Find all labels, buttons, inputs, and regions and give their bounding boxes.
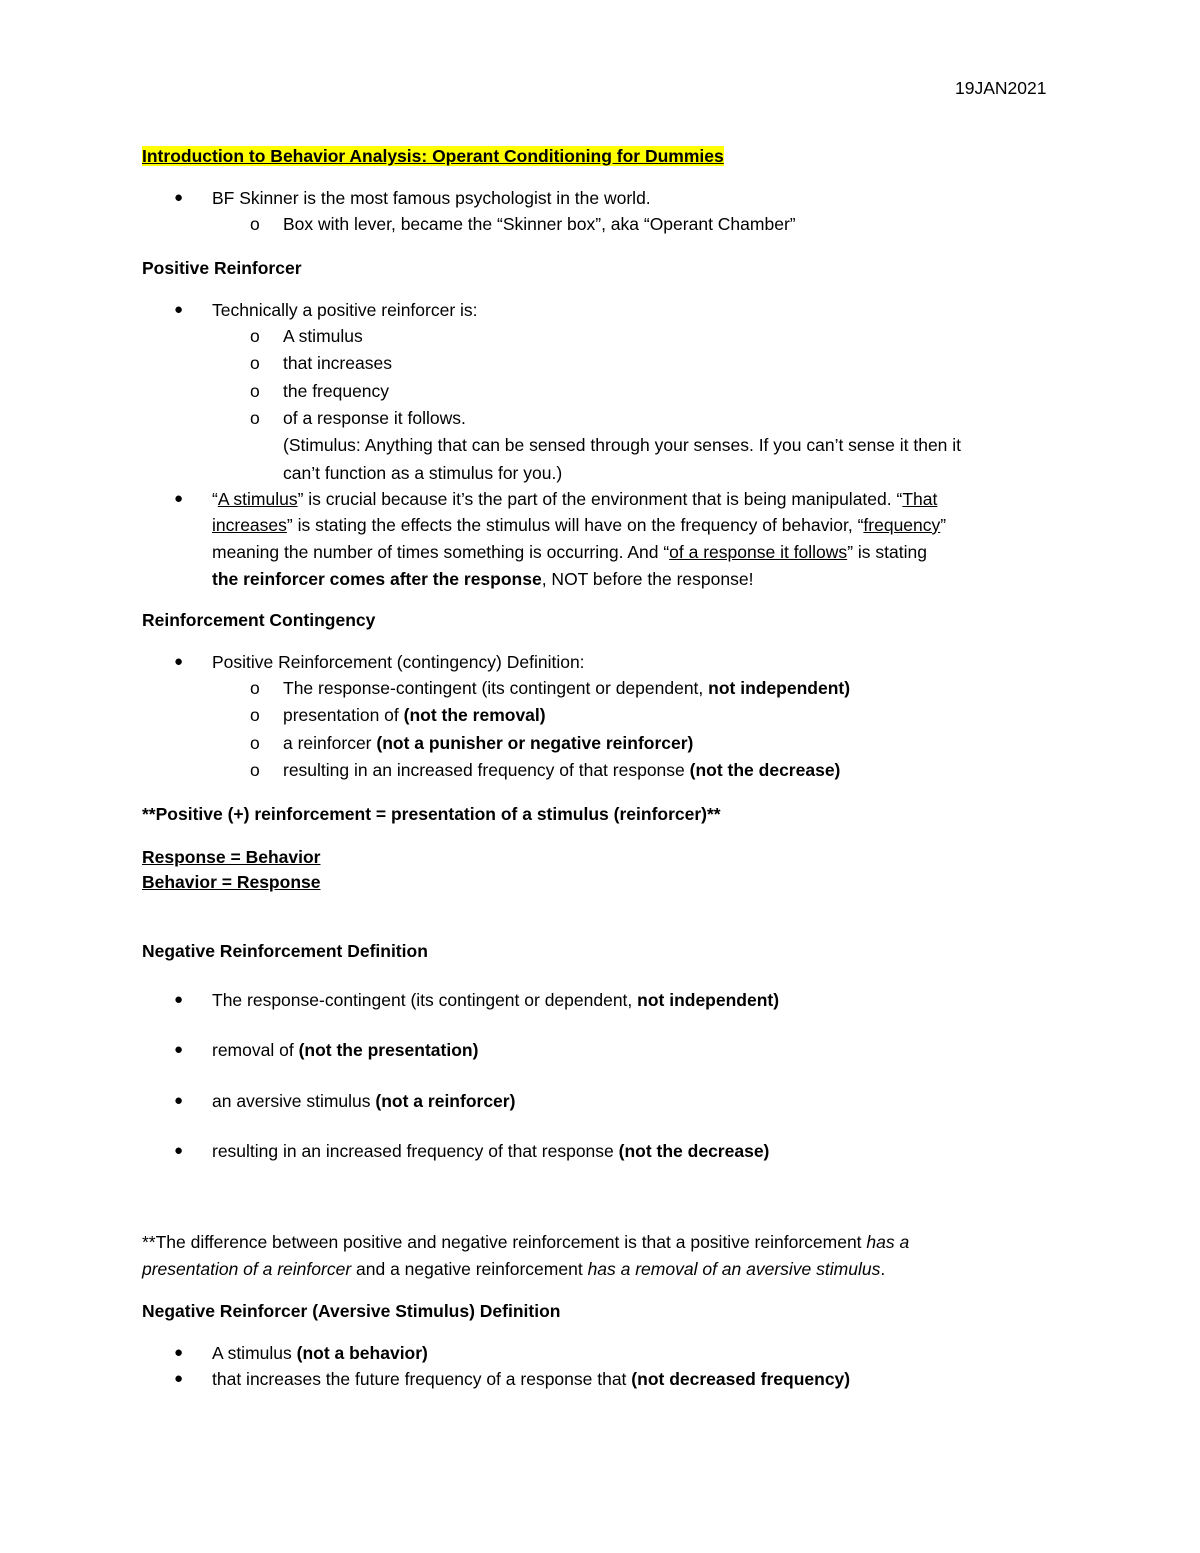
date-header: 19JAN2021 xyxy=(955,78,1047,98)
list-item: that increases the future frequency of a response that (not decreased frequency) xyxy=(212,1369,851,1389)
bullet-icon: ● xyxy=(174,301,184,318)
explanation-line-2: increases” is stating the effects the stimulus will have on the frequency of behavior, “frequency” xyxy=(212,515,947,535)
equivalence-line-1: Response = Behavior xyxy=(142,847,321,867)
explanation-line-3: meaning the number of times something is occurring. And “of a response it follows” is stating xyxy=(212,542,927,562)
explanation-line-4: the reinforcer comes after the response, NOT before the response! xyxy=(212,569,754,589)
positive-reinforcement-summary: **Positive (+) reinforcement = presentation of a stimulus (reinforcer)** xyxy=(142,804,721,824)
list-item: the frequency xyxy=(283,381,390,401)
list-item: an aversive stimulus (not a reinforcer) xyxy=(212,1091,516,1111)
list-item: removal of (not the presentation) xyxy=(212,1040,479,1060)
sub-bullet-icon: o xyxy=(250,214,260,234)
bullet-icon: ● xyxy=(174,1092,184,1109)
sub-bullet-icon: o xyxy=(250,353,260,373)
list-item: resulting in an increased frequency of that response (not the decrease) xyxy=(283,760,841,780)
sub-bullet-icon: o xyxy=(250,326,260,346)
document-title xyxy=(142,144,724,168)
positive-reinforcer-heading: Positive Reinforcer xyxy=(142,258,302,278)
stimulus-note-line-1: (Stimulus: Anything that can be sensed through your senses. If you can’t sense it then it xyxy=(283,435,962,455)
title-highlight: Introduction to Behavior Analysis: Operant Conditioning for Dummies xyxy=(142,146,724,166)
equivalence-line-2: Behavior = Response xyxy=(142,872,321,892)
difference-line-2: presentation of a reinforcer and a negative reinforcement has a removal of an aversive stimulus. xyxy=(142,1259,886,1279)
list-item: that increases xyxy=(283,353,392,373)
sub-bullet-icon: o xyxy=(250,408,260,428)
list-item: A stimulus (not a behavior) xyxy=(212,1343,428,1363)
bullet-icon: ● xyxy=(174,1041,184,1058)
list-item: Technically a positive reinforcer is: xyxy=(212,300,478,320)
intro-bullet: BF Skinner is the most famous psychologist in the world. xyxy=(212,188,651,208)
bullet-icon: ● xyxy=(174,991,184,1008)
sub-bullet-icon: o xyxy=(250,705,260,725)
difference-line-1: **The difference between positive and negative reinforcement is that a positive reinforcement has a xyxy=(142,1232,910,1252)
list-item: of a response it follows. xyxy=(283,408,466,428)
sub-bullet-icon: o xyxy=(250,678,260,698)
stimulus-note-line-2: can’t function as a stimulus for you.) xyxy=(283,463,563,483)
bullet-icon: ● xyxy=(174,490,184,507)
explanation-line-1: “A stimulus” is crucial because it’s the part of the environment that is being manipulated. “That xyxy=(212,489,938,509)
bullet-icon: ● xyxy=(174,653,184,670)
list-item: resulting in an increased frequency of that response (not the decrease) xyxy=(212,1141,770,1161)
negative-reinforcer-heading: Negative Reinforcer (Aversive Stimulus) Definition xyxy=(142,1301,561,1321)
intro-sub-bullet: Box with lever, became the “Skinner box”, aka “Operant Chamber” xyxy=(283,214,796,234)
bullet-icon: ● xyxy=(174,189,184,206)
sub-bullet-icon: o xyxy=(250,733,260,753)
bullet-icon: ● xyxy=(174,1370,184,1387)
sub-bullet-icon: o xyxy=(250,381,260,401)
list-item: presentation of (not the removal) xyxy=(283,705,546,725)
list-item: The response-contingent (its contingent or dependent, not independent) xyxy=(212,990,780,1010)
list-item: A stimulus xyxy=(283,326,363,346)
reinforcement-contingency-heading: Reinforcement Contingency xyxy=(142,610,376,630)
list-item: Positive Reinforcement (contingency) Definition: xyxy=(212,652,585,672)
bullet-icon: ● xyxy=(174,1344,184,1361)
bullet-icon: ● xyxy=(174,1142,184,1159)
list-item: The response-contingent (its contingent or dependent, not independent) xyxy=(283,678,851,698)
list-item: a reinforcer (not a punisher or negative reinforcer) xyxy=(283,733,694,753)
negative-reinforcement-heading: Negative Reinforcement Definition xyxy=(142,941,428,961)
sub-bullet-icon: o xyxy=(250,760,260,780)
